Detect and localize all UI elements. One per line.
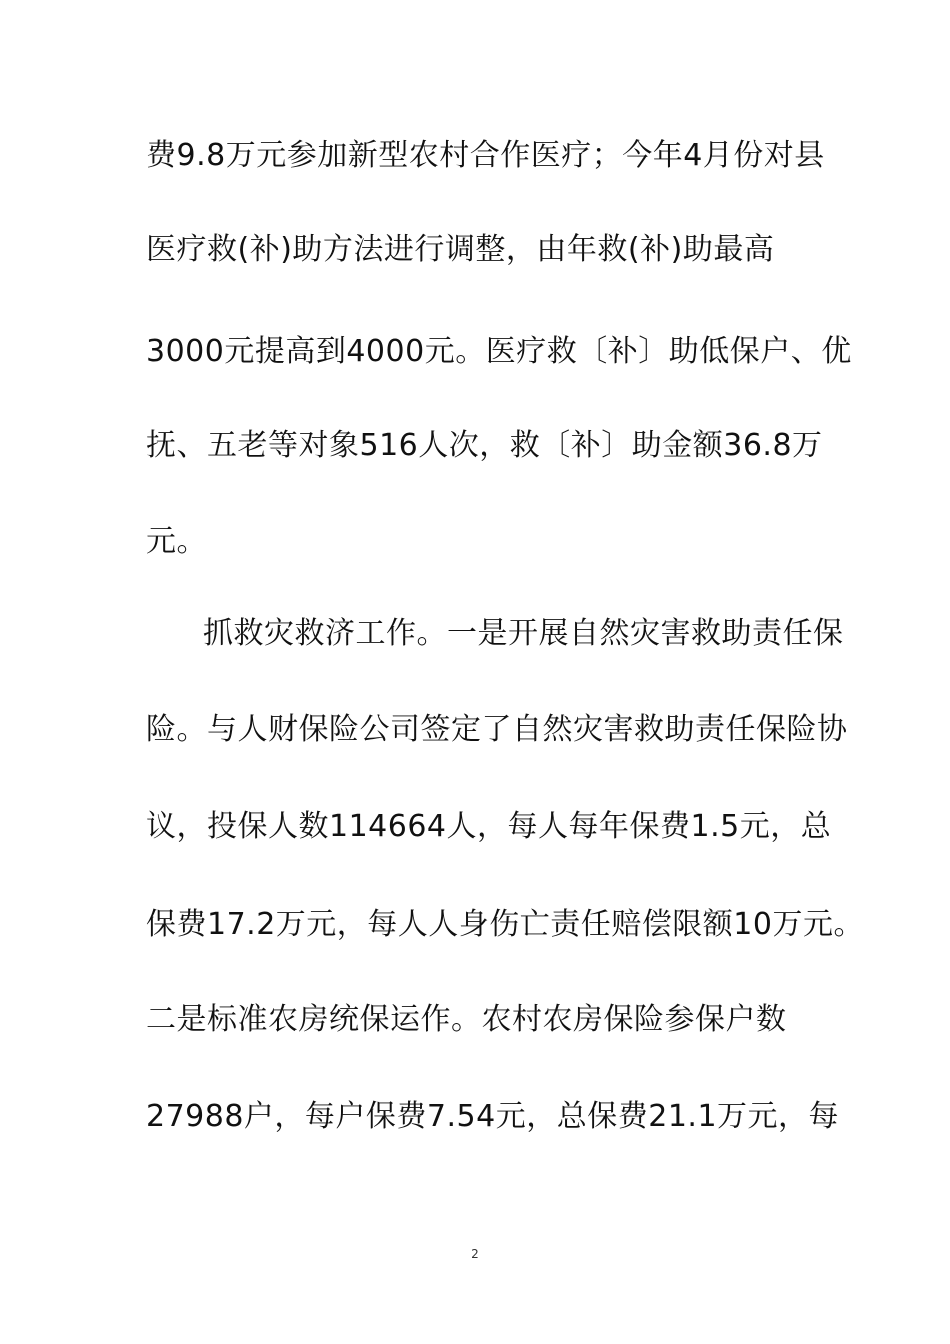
text-line: 议，投保人数114664人，每人每年保费1.5元，总 [146, 809, 832, 844]
text-line: 3000元提高到4000元。医疗救〔补〕助低保户、优 [146, 334, 852, 369]
text-line: 二是标准农房统保运作。农村农房保险参保户数 [146, 1002, 787, 1037]
paragraph-start-line: 抓救灾救济工作。一是开展自然灾害救助责任保 [203, 616, 844, 651]
text-line: 医疗救(补)助方法进行调整，由年救(补)助最高 [146, 232, 775, 267]
page-number: 2 [471, 1247, 479, 1261]
text-line: 元。 [146, 524, 207, 559]
text-line: 27988户，每户保费7.54元，总保费21.1万元，每 [146, 1099, 840, 1134]
text-line: 费9.8万元参加新型农村合作医疗；今年4月份对县 [146, 138, 825, 173]
text-line: 抚、五老等对象516人次，救〔补〕助金额36.8万 [146, 428, 823, 463]
text-line: 保费17.2万元，每人人身伤亡责任赔偿限额10万元。 [146, 907, 864, 942]
text-line: 险。与人财保险公司签定了自然灾害救助责任保险协 [146, 712, 848, 747]
